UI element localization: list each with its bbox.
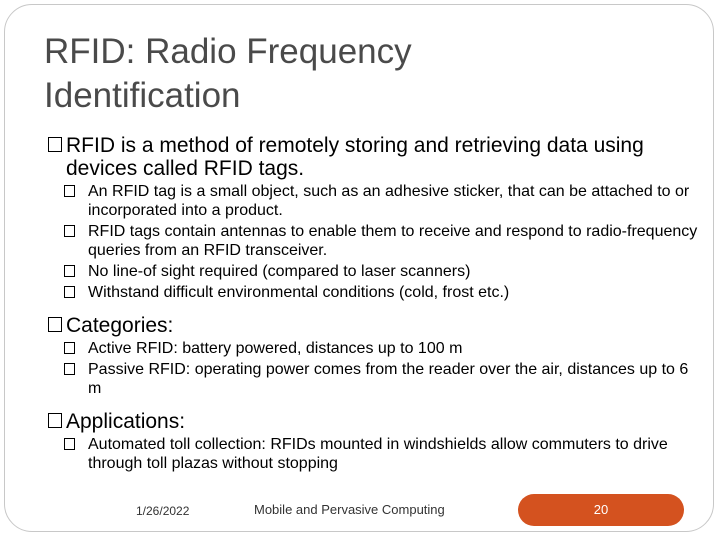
title-line-1: RFID: Radio Frequency <box>44 32 412 71</box>
square-bullet-icon <box>48 413 62 428</box>
footer-course-name: Mobile and Pervasive Computing <box>254 502 445 517</box>
slide-content <box>48 130 698 473</box>
square-bullet-icon <box>48 137 62 152</box>
bullet-text: Applications: <box>66 410 186 433</box>
sub-bullet-text: Automated toll collection: RFIDs mounted in windshields allow commuters to drive through toll plazas without stopping <box>88 436 668 472</box>
sub-bullet-text: Passive RFID: operating power comes from the reader over the air, distances up to 6 m <box>88 361 689 397</box>
square-bullet-icon <box>64 225 75 237</box>
bullet-text: Categories: <box>66 314 174 337</box>
square-bullet-icon <box>64 265 75 277</box>
bullet-text: RFID is a method of remotely storing and retrieving data using devices called RFID tags. <box>66 134 644 180</box>
title-line-2: Identification <box>44 76 241 115</box>
slide-title <box>44 30 684 118</box>
sub-bullet-text: RFID tags contain antennas to enable them to receive and respond to radio-frequency queries from an RFID transceiver. <box>88 223 698 259</box>
sub-bullet-text: No line-of sight required (compared to laser scanners) <box>88 263 471 280</box>
bullet-rfid-definition <box>48 134 698 180</box>
sub-bullet-text: Active RFID: battery powered, distances up to 100 m <box>88 340 463 357</box>
square-bullet-icon <box>64 342 75 354</box>
page-number: 20 <box>593 502 609 517</box>
footer-date: 1/26/2022 <box>136 504 190 518</box>
bullet-applications <box>48 410 698 433</box>
sub-bullet-text: Withstand difficult environmental conditions (cold, frost etc.) <box>88 284 510 301</box>
square-bullet-icon <box>64 185 75 197</box>
sub-bullet-text: An RFID tag is a small object, such as an adhesive sticker, that can be attached to or incorporated into a product. <box>88 183 690 219</box>
square-bullet-icon <box>64 438 75 450</box>
sub-bullet <box>48 182 698 220</box>
square-bullet-icon <box>48 317 62 332</box>
sub-bullet <box>48 360 698 398</box>
sub-bullet <box>48 283 698 302</box>
sub-bullet <box>48 435 698 473</box>
bullet-categories <box>48 314 698 337</box>
sub-bullet <box>48 222 698 260</box>
page-number-badge <box>518 494 684 526</box>
sub-bullet <box>48 262 698 281</box>
sub-bullet <box>48 339 698 358</box>
square-bullet-icon <box>64 286 75 298</box>
square-bullet-icon <box>64 363 75 375</box>
